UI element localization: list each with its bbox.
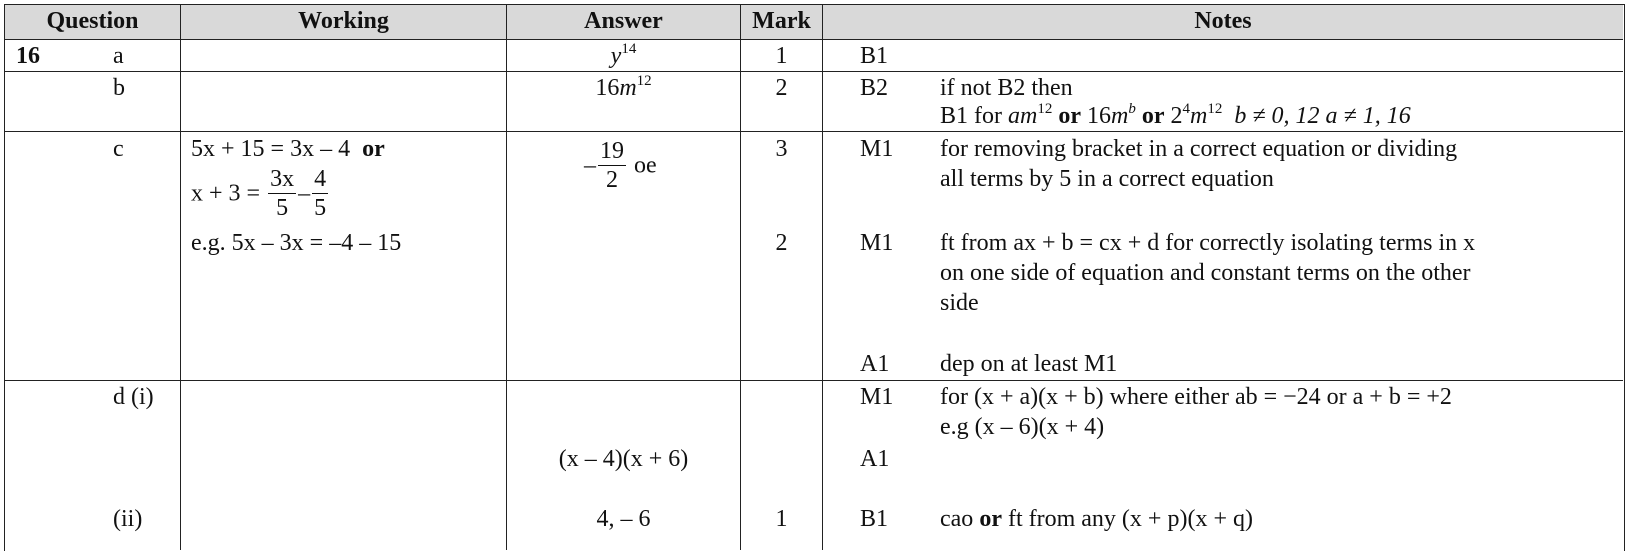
- question-number: 16: [16, 43, 40, 69]
- header-question: Question: [46, 8, 139, 34]
- note-c2-line3: side: [940, 290, 979, 316]
- header-mark: Mark: [752, 8, 811, 34]
- mark-b: 2: [775, 75, 788, 101]
- mark-code-c-1: M1: [860, 136, 894, 162]
- question-part-a: a: [113, 43, 124, 69]
- note-d-ii: cao or ft from any (x + p)(x + q): [940, 506, 1253, 532]
- row-divider: [4, 131, 1623, 132]
- answer-d-ii: 4, – 6: [596, 506, 651, 532]
- header-notes: Notes: [1194, 8, 1252, 34]
- mark-code-d-2: A1: [860, 446, 890, 472]
- mark-code-d-ii: B1: [860, 506, 889, 532]
- mark-c-1: 3: [775, 136, 788, 162]
- answer-a: $y^{14}$: [610, 41, 637, 69]
- mark-code-c-2: M1: [860, 230, 894, 256]
- mark-code-d-1: M1: [860, 384, 894, 410]
- note-b-line1: if not B2 then: [940, 75, 1073, 101]
- question-part-c: c: [113, 136, 124, 162]
- column-divider: [822, 4, 823, 550]
- mark-code-c-3: A1: [860, 351, 890, 377]
- note-c2-line2: on one side of equation and constant terms on the other: [940, 260, 1471, 286]
- working-c-line3: e.g. 5x – 3x = –4 – 15: [191, 230, 402, 256]
- mark-code-a: B1: [860, 43, 889, 69]
- note-c1-line2: all terms by 5 in a correct equation: [940, 166, 1274, 192]
- row-divider: [4, 39, 1623, 40]
- note-d1-line1: for (x + a)(x + b) where either ab = −24 or a + b = +2: [940, 384, 1452, 410]
- note-c1-line1: for removing bracket in a correct equation or dividing: [940, 136, 1458, 162]
- column-divider: [180, 4, 181, 550]
- mark-d-ii: 1: [775, 506, 788, 532]
- mark-code-b: B2: [860, 75, 889, 101]
- note-c3: dep on at least M1: [940, 351, 1118, 377]
- header-answer: Answer: [584, 8, 663, 34]
- answer-c: – $\frac{19}{2}$ oe: [584, 138, 657, 193]
- note-d1-line2: e.g (x – 6)(x + 4): [940, 414, 1105, 440]
- note-b-line2: B1 for $am^{12}$ or $16m^b$ or $2^4m^{12}$ b ≠ 0, 12 a ≠ 1, 16: [940, 101, 1411, 129]
- row-divider: [4, 71, 1623, 72]
- question-part-d-i: d (i): [113, 384, 154, 410]
- note-c2-line1: ft from ax + b = cx + d for correctly isolating terms in x: [940, 230, 1476, 256]
- answer-b: $16m^{12}$: [595, 73, 652, 101]
- working-c-line1: 5x + 15 = 3x – 4 or: [191, 136, 385, 162]
- mark-c-2: 2: [775, 230, 788, 256]
- answer-d-i: (x – 4)(x + 6): [558, 446, 689, 472]
- mark-a: 1: [775, 43, 788, 69]
- question-part-b: b: [113, 75, 125, 101]
- question-part-d-ii: (ii): [113, 506, 143, 532]
- header-working: Working: [298, 8, 389, 34]
- working-c-line2: x + 3 = $\frac{3x}{5}$ – $\frac{4}{5}$: [191, 166, 327, 221]
- row-divider: [4, 380, 1623, 381]
